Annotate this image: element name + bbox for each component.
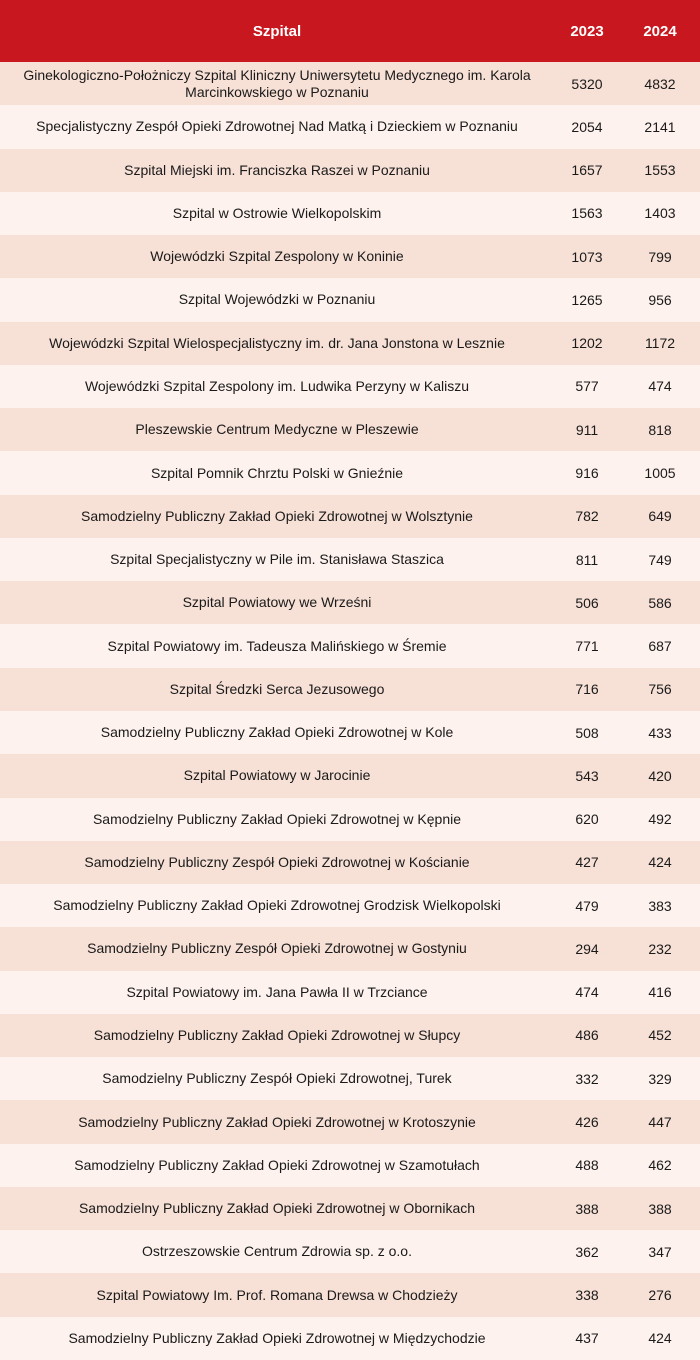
value-2024-cell: 1553 (644, 162, 676, 179)
value-2024-cell: 452 (648, 1027, 672, 1044)
table-row (0, 365, 700, 408)
hospital-name-cell: Samodzielny Publiczny Zespół Opieki Zdrowotnej w Kościanie (84, 853, 470, 870)
value-2023-cell: 362 (575, 1243, 599, 1260)
table-row (0, 1230, 700, 1273)
value-2024-cell: 1403 (644, 205, 676, 222)
value-2023-cell: 543 (575, 767, 599, 784)
value-2023-cell: 332 (575, 1070, 599, 1087)
hospital-name-cell: Ginekologiczno-Położniczy Szpital Kliniczny Uniwersytetu Medycznego im. Karola Marcinkowskiego w Poznaniu (23, 66, 531, 100)
header-2024: 2024 (643, 22, 677, 40)
table-row (0, 711, 700, 754)
value-2023-cell: 577 (575, 378, 599, 395)
hospital-name-cell: Samodzielny Publiczny Zespół Opieki Zdrowotnej w Gostyniu (87, 940, 467, 957)
table-row (0, 1187, 700, 1230)
table-body (0, 62, 700, 1360)
value-2023-cell: 1563 (571, 205, 603, 222)
hospital-name-cell: Samodzielny Publiczny Zespół Opieki Zdrowotnej, Turek (102, 1070, 452, 1087)
table-row (0, 1100, 700, 1143)
value-2023-cell: 771 (575, 638, 599, 655)
hospital-name-cell: Samodzielny Publiczny Zakład Opieki Zdrowotnej w Obornikach (78, 1200, 476, 1217)
value-2024-cell: 474 (648, 378, 672, 395)
value-2024-cell: 276 (648, 1287, 672, 1304)
hospital-name-cell: Wojewódzki Szpital Wielospecjalistyczny im. dr. Jana Jonstona w Lesznie (49, 334, 505, 351)
table-row (0, 1057, 700, 1100)
table-row (0, 538, 700, 581)
table-row (0, 408, 700, 451)
table-header (0, 0, 700, 62)
hospital-name-cell: Szpital Powiatowy im. Jana Pawła II w Trzciance (126, 983, 428, 1000)
hospital-name-cell: Samodzielny Publiczny Zakład Opieki Zdrowotnej w Słupcy (93, 1026, 461, 1043)
table-row (0, 451, 700, 494)
value-2023-cell: 338 (575, 1287, 599, 1304)
hospital-name-cell: Szpital Średzki Serca Jezusowego (169, 680, 385, 697)
value-2023-cell: 1265 (571, 291, 603, 308)
hospital-name-cell: Samodzielny Publiczny Zakład Opieki Zdrowotnej w Międzychodzie (68, 1329, 486, 1346)
value-2023-cell: 488 (575, 1157, 599, 1174)
table-row (0, 278, 700, 321)
value-2023-cell: 437 (575, 1330, 599, 1347)
table-row (0, 798, 700, 841)
value-2023-cell: 5320 (571, 75, 603, 92)
value-2023-cell: 294 (575, 940, 599, 957)
header-hospital: Szpital (252, 22, 302, 40)
table-row (0, 495, 700, 538)
table-row (0, 624, 700, 667)
value-2024-cell: 347 (648, 1243, 672, 1260)
hospital-name-cell: Szpital Miejski im. Franciszka Raszei w Poznaniu (124, 161, 430, 178)
value-2024-cell: 383 (648, 897, 672, 914)
value-2024-cell: 649 (648, 508, 672, 525)
hospital-name-cell: Specjalistyczny Zespół Opieki Zdrowotnej Nad Matką i Dzieckiem w Poznaniu (36, 118, 518, 135)
table-row (0, 149, 700, 192)
value-2023-cell: 811 (575, 551, 599, 568)
value-2024-cell: 424 (648, 854, 672, 871)
hospital-name-cell: Samodzielny Publiczny Zakład Opieki Zdrowotnej w Szamotułach (74, 1156, 480, 1173)
table-row (0, 235, 700, 278)
value-2024-cell: 447 (648, 1114, 672, 1130)
value-2024-cell: 687 (648, 638, 672, 655)
value-2024-cell: 586 (648, 594, 672, 611)
hospital-name-cell: Szpital Powiatowy im. Tadeusza Malińskiego w Śremie (107, 637, 447, 654)
hospital-name-cell: Wojewódzki Szpital Zespolony im. Ludwika Perzyny w Kaliszu (84, 377, 470, 394)
table-row (0, 668, 700, 711)
value-2024-cell: 956 (648, 291, 672, 308)
hospital-name-cell: Szpital Powiatowy w Jarocinie (183, 767, 371, 784)
value-2024-cell: 388 (648, 1200, 672, 1217)
value-2023-cell: 388 (575, 1200, 599, 1217)
hospital-name-cell: Szpital Specjalistyczny w Pile im. Stanisława Staszica (110, 551, 444, 568)
value-2024-cell: 818 (648, 421, 672, 438)
hospital-name-cell: Pleszewskie Centrum Medyczne w Pleszewie (135, 421, 419, 438)
value-2023-cell: 474 (575, 984, 599, 1001)
value-2023-cell: 479 (575, 897, 599, 914)
value-2024-cell: 420 (648, 767, 672, 784)
value-2024-cell: 492 (648, 811, 672, 828)
hospital-name-cell: Samodzielny Publiczny Zakład Opieki Zdrowotnej w Kole (100, 724, 454, 741)
table-row (0, 1014, 700, 1057)
table-row (0, 841, 700, 884)
table-row (0, 192, 700, 235)
hospital-name-cell: Samodzielny Publiczny Zakład Opieki Zdrowotnej Grodzisk Wielkopolski (53, 897, 501, 914)
value-2023-cell: 1202 (571, 335, 603, 352)
value-2024-cell: 329 (648, 1070, 672, 1087)
table-row (0, 1144, 700, 1187)
hospital-name-cell: Szpital Powiatowy Im. Prof. Romana Drewsa w Chodzieży (96, 1286, 458, 1303)
value-2024-cell: 462 (648, 1157, 672, 1174)
hospital-name-cell: Szpital Wojewódzki w Poznaniu (178, 291, 376, 308)
table-row (0, 1273, 700, 1316)
value-2023-cell: 426 (575, 1114, 599, 1130)
value-2023-cell: 620 (575, 811, 599, 828)
hospital-name-cell: Ostrzeszowskie Centrum Zdrowia sp. z o.o. (142, 1243, 412, 1260)
value-2023-cell: 508 (575, 724, 599, 741)
value-2024-cell: 4832 (644, 75, 676, 92)
table-row (0, 884, 700, 927)
hospital-name-cell: Samodzielny Publiczny Zakład Opieki Zdrowotnej w Kępnie (92, 810, 462, 827)
value-2023-cell: 427 (575, 854, 599, 871)
value-2024-cell: 756 (648, 681, 672, 698)
value-2024-cell: 416 (648, 984, 672, 1001)
header-2023: 2023 (570, 22, 604, 40)
value-2023-cell: 911 (575, 421, 599, 438)
value-2023-cell: 506 (575, 594, 599, 611)
table-row (0, 754, 700, 797)
table-row (0, 581, 700, 624)
value-2023-cell: 1073 (571, 248, 603, 265)
table-row (0, 62, 700, 105)
table-row (0, 971, 700, 1014)
table-row (0, 927, 700, 970)
value-2023-cell: 916 (575, 465, 599, 482)
hospital-name-cell: Samodzielny Publiczny Zakład Opieki Zdrowotnej w Krotoszynie (78, 1113, 476, 1130)
value-2024-cell: 799 (648, 248, 672, 265)
value-2023-cell: 486 (575, 1027, 599, 1044)
value-2023-cell: 2054 (571, 118, 603, 135)
table-row (0, 105, 700, 148)
hospital-name-cell: Wojewódzki Szpital Zespolony w Koninie (150, 248, 404, 265)
value-2023-cell: 1657 (571, 162, 603, 179)
value-2024-cell: 433 (648, 724, 672, 741)
value-2023-cell: 782 (575, 508, 599, 525)
value-2024-cell: 749 (648, 551, 672, 568)
value-2023-cell: 716 (575, 681, 599, 698)
table-row (0, 1317, 700, 1360)
value-2024-cell: 232 (648, 940, 672, 957)
hospital-name-cell: Szpital w Ostrowie Wielkopolskim (172, 204, 382, 221)
value-2024-cell: 2141 (644, 118, 676, 135)
hospital-name-cell: Szpital Pomnik Chrztu Polski w Gnieźnie (150, 464, 404, 481)
hospital-name-cell: Samodzielny Publiczny Zakład Opieki Zdrowotnej w Wolsztynie (81, 507, 473, 524)
table-row (0, 322, 700, 365)
value-2024-cell: 424 (648, 1330, 672, 1347)
value-2024-cell: 1172 (644, 335, 676, 352)
hospital-name-cell: Szpital Powiatowy we Wrześni (182, 594, 372, 611)
value-2024-cell: 1005 (644, 465, 676, 482)
